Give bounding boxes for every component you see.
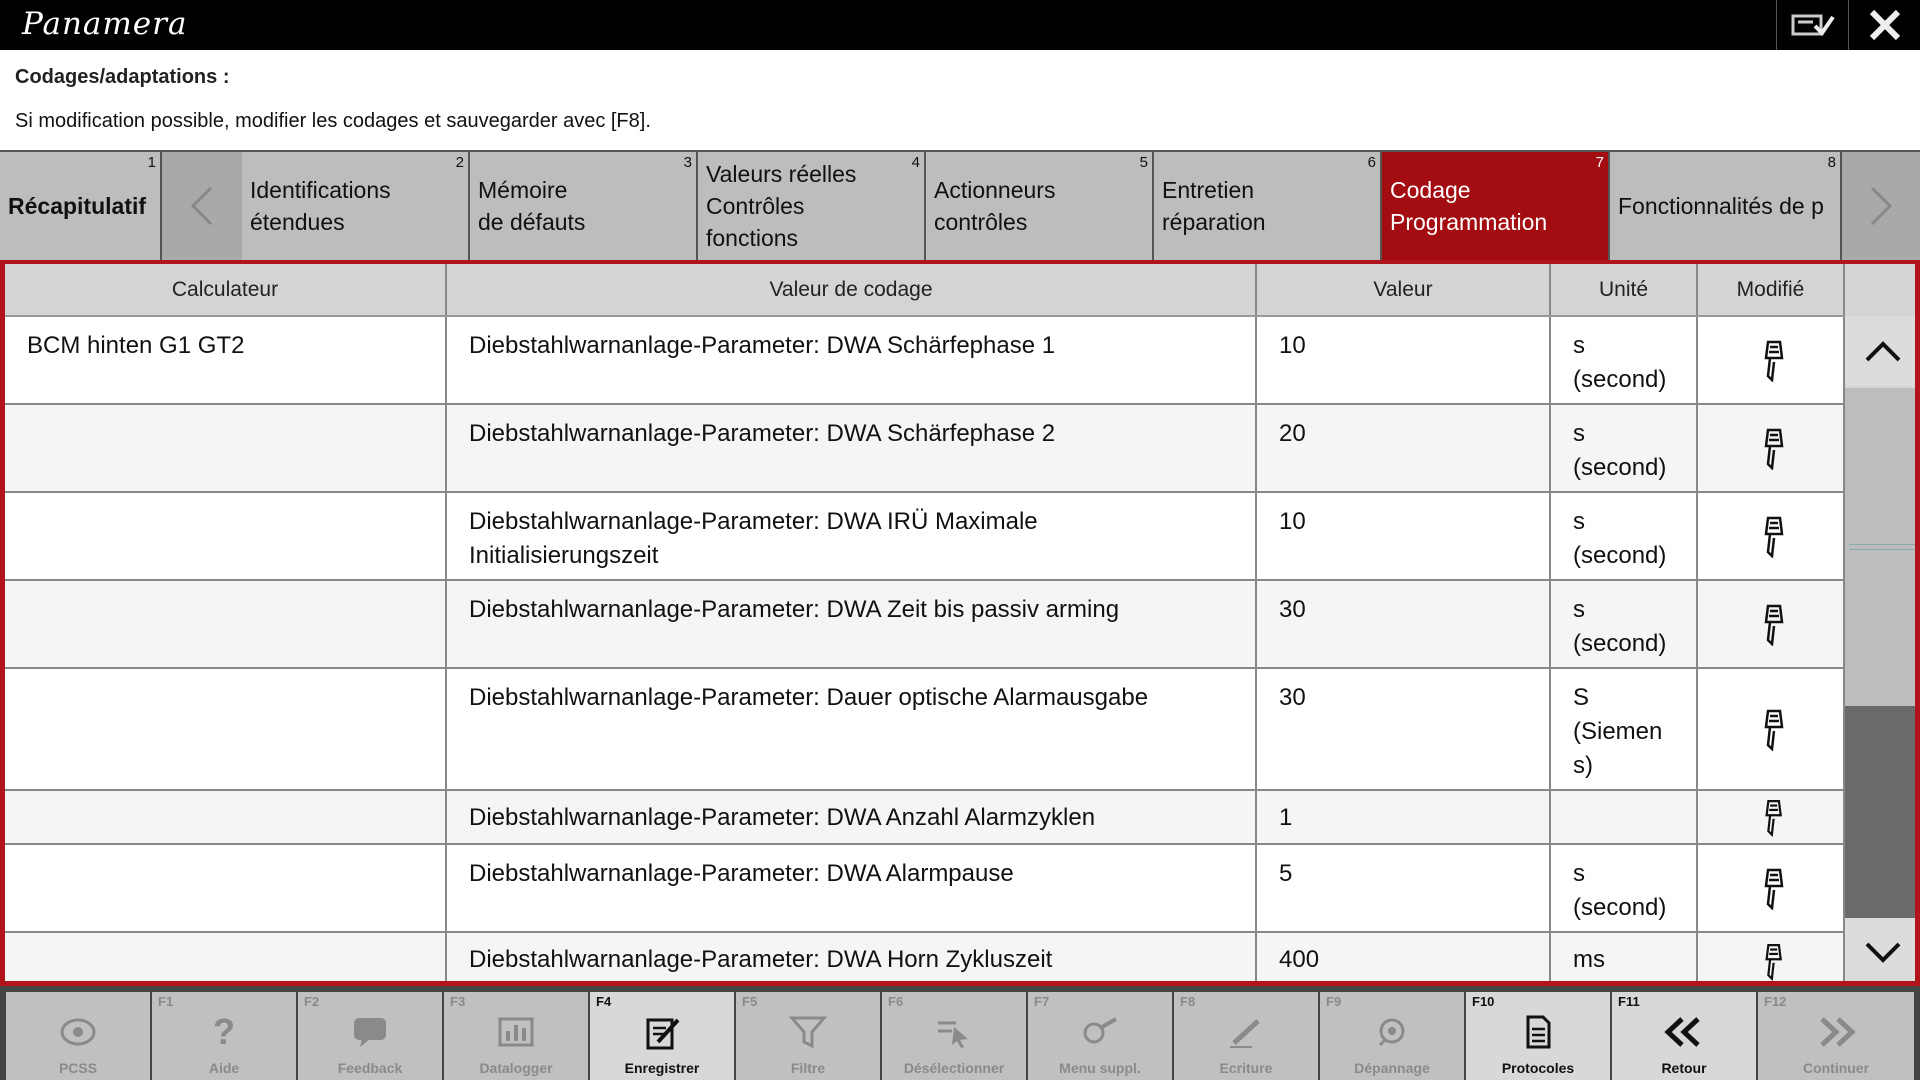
tab-number: 7: [1595, 154, 1604, 171]
tab-memoire-defauts[interactable]: [470, 152, 698, 260]
unit-cell: s (second): [1551, 845, 1698, 931]
ecu-cell: [5, 405, 447, 491]
fkey-number: F4: [596, 994, 612, 1009]
ecu-cell: [5, 581, 447, 667]
fkey-f7-menu-suppl: [1028, 992, 1172, 1080]
fkey-number: F5: [742, 994, 758, 1009]
deselect-icon: [934, 1015, 974, 1049]
table-row[interactable]: [5, 933, 1845, 986]
modified-cell: [1698, 493, 1845, 579]
fkey-label: Aide: [208, 1060, 240, 1076]
coding-cell: Diebstahlwarnanlage-Parameter: DWA Anzahl Alarmzyklen: [447, 791, 1257, 843]
fkey-f10-protocoles[interactable]: [1466, 992, 1610, 1080]
unit-cell: S (Siemen s): [1551, 669, 1698, 789]
ecu-cell: [5, 669, 447, 789]
screwdriver-icon: [1754, 338, 1788, 382]
tab-identifications[interactable]: [242, 152, 470, 260]
tab-actionneurs[interactable]: [926, 152, 1154, 260]
modified-cell: [1698, 405, 1845, 491]
column-header-unite[interactable]: Unité: [1551, 264, 1698, 315]
tab-number: 3: [683, 154, 692, 171]
tab-entretien[interactable]: [1154, 152, 1382, 260]
tab-label: Identifications étendues: [250, 177, 391, 235]
checklist-icon: [1791, 10, 1835, 40]
chevron-down-icon: [1863, 940, 1903, 966]
menu-icon: [1080, 1015, 1120, 1049]
fkey-label: Filtre: [790, 1060, 826, 1076]
modified-cell: [1698, 845, 1845, 931]
pcss-icon: [58, 1015, 98, 1049]
filter-icon: [788, 1014, 828, 1050]
fkey-label: Retour: [1661, 1060, 1707, 1076]
title-bar: [0, 0, 1920, 50]
fkey-number: F10: [1472, 994, 1495, 1009]
modified-cell: [1698, 669, 1845, 789]
chevron-right-icon: [1866, 184, 1896, 228]
scroll-thumb-grip: [1849, 544, 1916, 550]
unit-cell: s (second): [1551, 581, 1698, 667]
fkey-number: F9: [1326, 994, 1342, 1009]
page-heading: Codages/adaptations :: [15, 66, 230, 88]
troubleshoot-icon: [1372, 1015, 1412, 1049]
fkey-label: Dépannage: [1354, 1060, 1430, 1076]
value-cell[interactable]: 30: [1257, 669, 1551, 789]
chevron-up-icon: [1863, 338, 1903, 364]
fkey-label: Ecriture: [1219, 1060, 1273, 1076]
tab-number: 2: [455, 154, 464, 171]
tab-label: Codage Programmation: [1390, 177, 1548, 235]
datalogger-icon: [496, 1015, 536, 1049]
fkey-number: F2: [304, 994, 320, 1009]
scroll-track[interactable]: [1845, 388, 1920, 918]
column-header-valeur-de-codage[interactable]: Valeur de codage: [447, 264, 1257, 315]
fkey-f6-deselectionner: [882, 992, 1026, 1080]
fkey-f4-enregistrer[interactable]: [590, 992, 734, 1080]
table-row[interactable]: [5, 669, 1845, 791]
protocol-icon: [1521, 1014, 1555, 1050]
tab-label: Entretien réparation: [1162, 177, 1266, 235]
scroll-thumb[interactable]: [1845, 388, 1920, 706]
fkey-pcss: [6, 992, 150, 1080]
value-cell[interactable]: 30: [1257, 581, 1551, 667]
scroll-up-button[interactable]: [1845, 316, 1920, 386]
screwdriver-icon: [1754, 866, 1788, 910]
fkey-number: F11: [1618, 994, 1640, 1009]
tab-label: Fonctionnalités de p: [1618, 193, 1824, 219]
coding-panel: [0, 260, 1920, 986]
coding-cell: Diebstahlwarnanlage-Parameter: DWA Zeit bis passiv arming: [447, 581, 1257, 667]
fkey-label: Enregistrer: [624, 1060, 700, 1076]
tab-scroll-right[interactable]: [1842, 152, 1920, 260]
coding-cell: Diebstahlwarnanlage-Parameter: DWA IRÜ Maximale Initialisierungszeit: [447, 493, 1257, 579]
table-row[interactable]: [5, 581, 1845, 669]
table-row[interactable]: [5, 317, 1845, 405]
unit-cell: s (second): [1551, 493, 1698, 579]
close-button[interactable]: [1848, 0, 1920, 50]
chevron-left-icon: [187, 184, 217, 228]
modified-cell: [1698, 581, 1845, 667]
tab-number: 1: [147, 154, 156, 171]
ecu-cell: [5, 933, 447, 986]
tab-bar: [0, 150, 1920, 260]
back-icon: [1662, 1015, 1706, 1049]
checklist-button[interactable]: [1776, 0, 1848, 50]
modified-cell: [1698, 791, 1845, 843]
forward-icon: [1814, 1015, 1858, 1049]
fkey-label: Feedback: [337, 1060, 403, 1076]
instruction-text: Si modification possible, modifier les codages et sauvegarder avec [F8].: [15, 110, 651, 132]
table-header: [5, 264, 1845, 317]
tab-number: 5: [1139, 154, 1148, 171]
tab-label: Mémoire de défauts: [478, 177, 586, 235]
coding-cell: Diebstahlwarnanlage-Parameter: DWA Schärfephase 2: [447, 405, 1257, 491]
fkey-f12-continuer: [1758, 992, 1914, 1080]
tab-recapitulatif[interactable]: [0, 152, 162, 260]
unit-cell: s (second): [1551, 405, 1698, 491]
modified-cell: [1698, 317, 1845, 403]
ecu-cell: [5, 791, 447, 843]
column-header-calculateur[interactable]: Calculateur: [5, 264, 447, 315]
screwdriver-icon: [1756, 941, 1786, 981]
unit-cell: s (second): [1551, 317, 1698, 403]
fkey-label: Menu suppl.: [1059, 1060, 1141, 1076]
value-cell[interactable]: 5: [1257, 845, 1551, 931]
coding-cell: Diebstahlwarnanlage-Parameter: Dauer optische Alarmausgabe: [447, 669, 1257, 789]
tab-label: Valeurs réelles Contrôles fonctions: [706, 161, 857, 251]
fkey-f8-ecriture: [1174, 992, 1318, 1080]
tab-scroll-left[interactable]: [162, 152, 242, 260]
screwdriver-icon: [1754, 514, 1788, 558]
fkey-f1-aide: [152, 992, 296, 1080]
panamera-logo: Panamera: [22, 6, 188, 42]
fkey-number: F3: [450, 994, 466, 1009]
unit-cell: [1551, 791, 1698, 843]
fkey-label: Continuer: [1802, 1060, 1870, 1076]
fkey-label: PCSS: [58, 1060, 98, 1076]
feedback-icon: [350, 1015, 390, 1049]
fkey-number: F7: [1034, 994, 1050, 1009]
fkey-label: Datalogger: [479, 1060, 553, 1076]
coding-cell: Diebstahlwarnanlage-Parameter: DWA Schärfephase 1: [447, 317, 1257, 403]
tab-label: Actionneurs contrôles: [934, 177, 1056, 235]
tab-fonctionnalites[interactable]: [1610, 152, 1842, 260]
value-cell[interactable]: 1: [1257, 791, 1551, 843]
vertical-scrollbar[interactable]: [1845, 264, 1920, 986]
screwdriver-icon: [1756, 797, 1786, 837]
ecu-cell: BCM hinten G1 GT2: [5, 317, 447, 403]
fkey-label: Protocoles: [1501, 1060, 1575, 1076]
value-cell[interactable]: 20: [1257, 405, 1551, 491]
scroll-down-button[interactable]: [1845, 918, 1920, 986]
fkey-f9-depannage: [1320, 992, 1464, 1080]
modified-cell: [1698, 933, 1845, 986]
fkey-f11-retour[interactable]: [1612, 992, 1756, 1080]
fkey-number: F8: [1180, 994, 1196, 1009]
column-header-valeur[interactable]: Valeur: [1257, 264, 1551, 315]
tab-number: 6: [1367, 154, 1376, 171]
unit-cell: ms: [1551, 933, 1698, 986]
save-edit-icon: [642, 1014, 682, 1050]
ecu-cell: [5, 845, 447, 931]
tab-number: 8: [1827, 154, 1836, 171]
table-row[interactable]: [5, 405, 1845, 493]
ecu-cell: [5, 493, 447, 579]
coding-cell: Diebstahlwarnanlage-Parameter: DWA Alarmpause: [447, 845, 1257, 931]
column-header-modifie[interactable]: Modifié: [1698, 264, 1845, 315]
function-key-bar: [0, 986, 1920, 1080]
tab-label: Récapitulatif: [8, 193, 147, 219]
fkey-number: F12: [1764, 994, 1787, 1009]
screwdriver-icon: [1754, 426, 1788, 470]
table-row[interactable]: [5, 493, 1845, 581]
fkey-label: Désélectionner: [903, 1060, 1005, 1076]
table-row[interactable]: [5, 791, 1845, 845]
coding-cell: Diebstahlwarnanlage-Parameter: DWA Horn Zykluszeit: [447, 933, 1257, 986]
fkey-f3-datalogger: [444, 992, 588, 1080]
fkey-number: F6: [888, 994, 904, 1009]
value-cell[interactable]: 10: [1257, 493, 1551, 579]
tab-valeurs-reelles[interactable]: [698, 152, 926, 260]
write-icon: [1226, 1015, 1266, 1049]
close-icon: [1867, 7, 1903, 43]
screwdriver-icon: [1754, 602, 1788, 646]
value-cell[interactable]: 400: [1257, 933, 1551, 986]
fkey-f5-filtre: [736, 992, 880, 1080]
fkey-number: F1: [158, 994, 174, 1009]
help-icon: ?: [213, 1011, 235, 1052]
tab-number: 4: [911, 154, 920, 171]
table-row[interactable]: [5, 845, 1845, 933]
screwdriver-icon: [1754, 707, 1788, 751]
fkey-f2-feedback: [298, 992, 442, 1080]
value-cell[interactable]: 10: [1257, 317, 1551, 403]
tab-codage-programmation[interactable]: [1382, 152, 1610, 260]
